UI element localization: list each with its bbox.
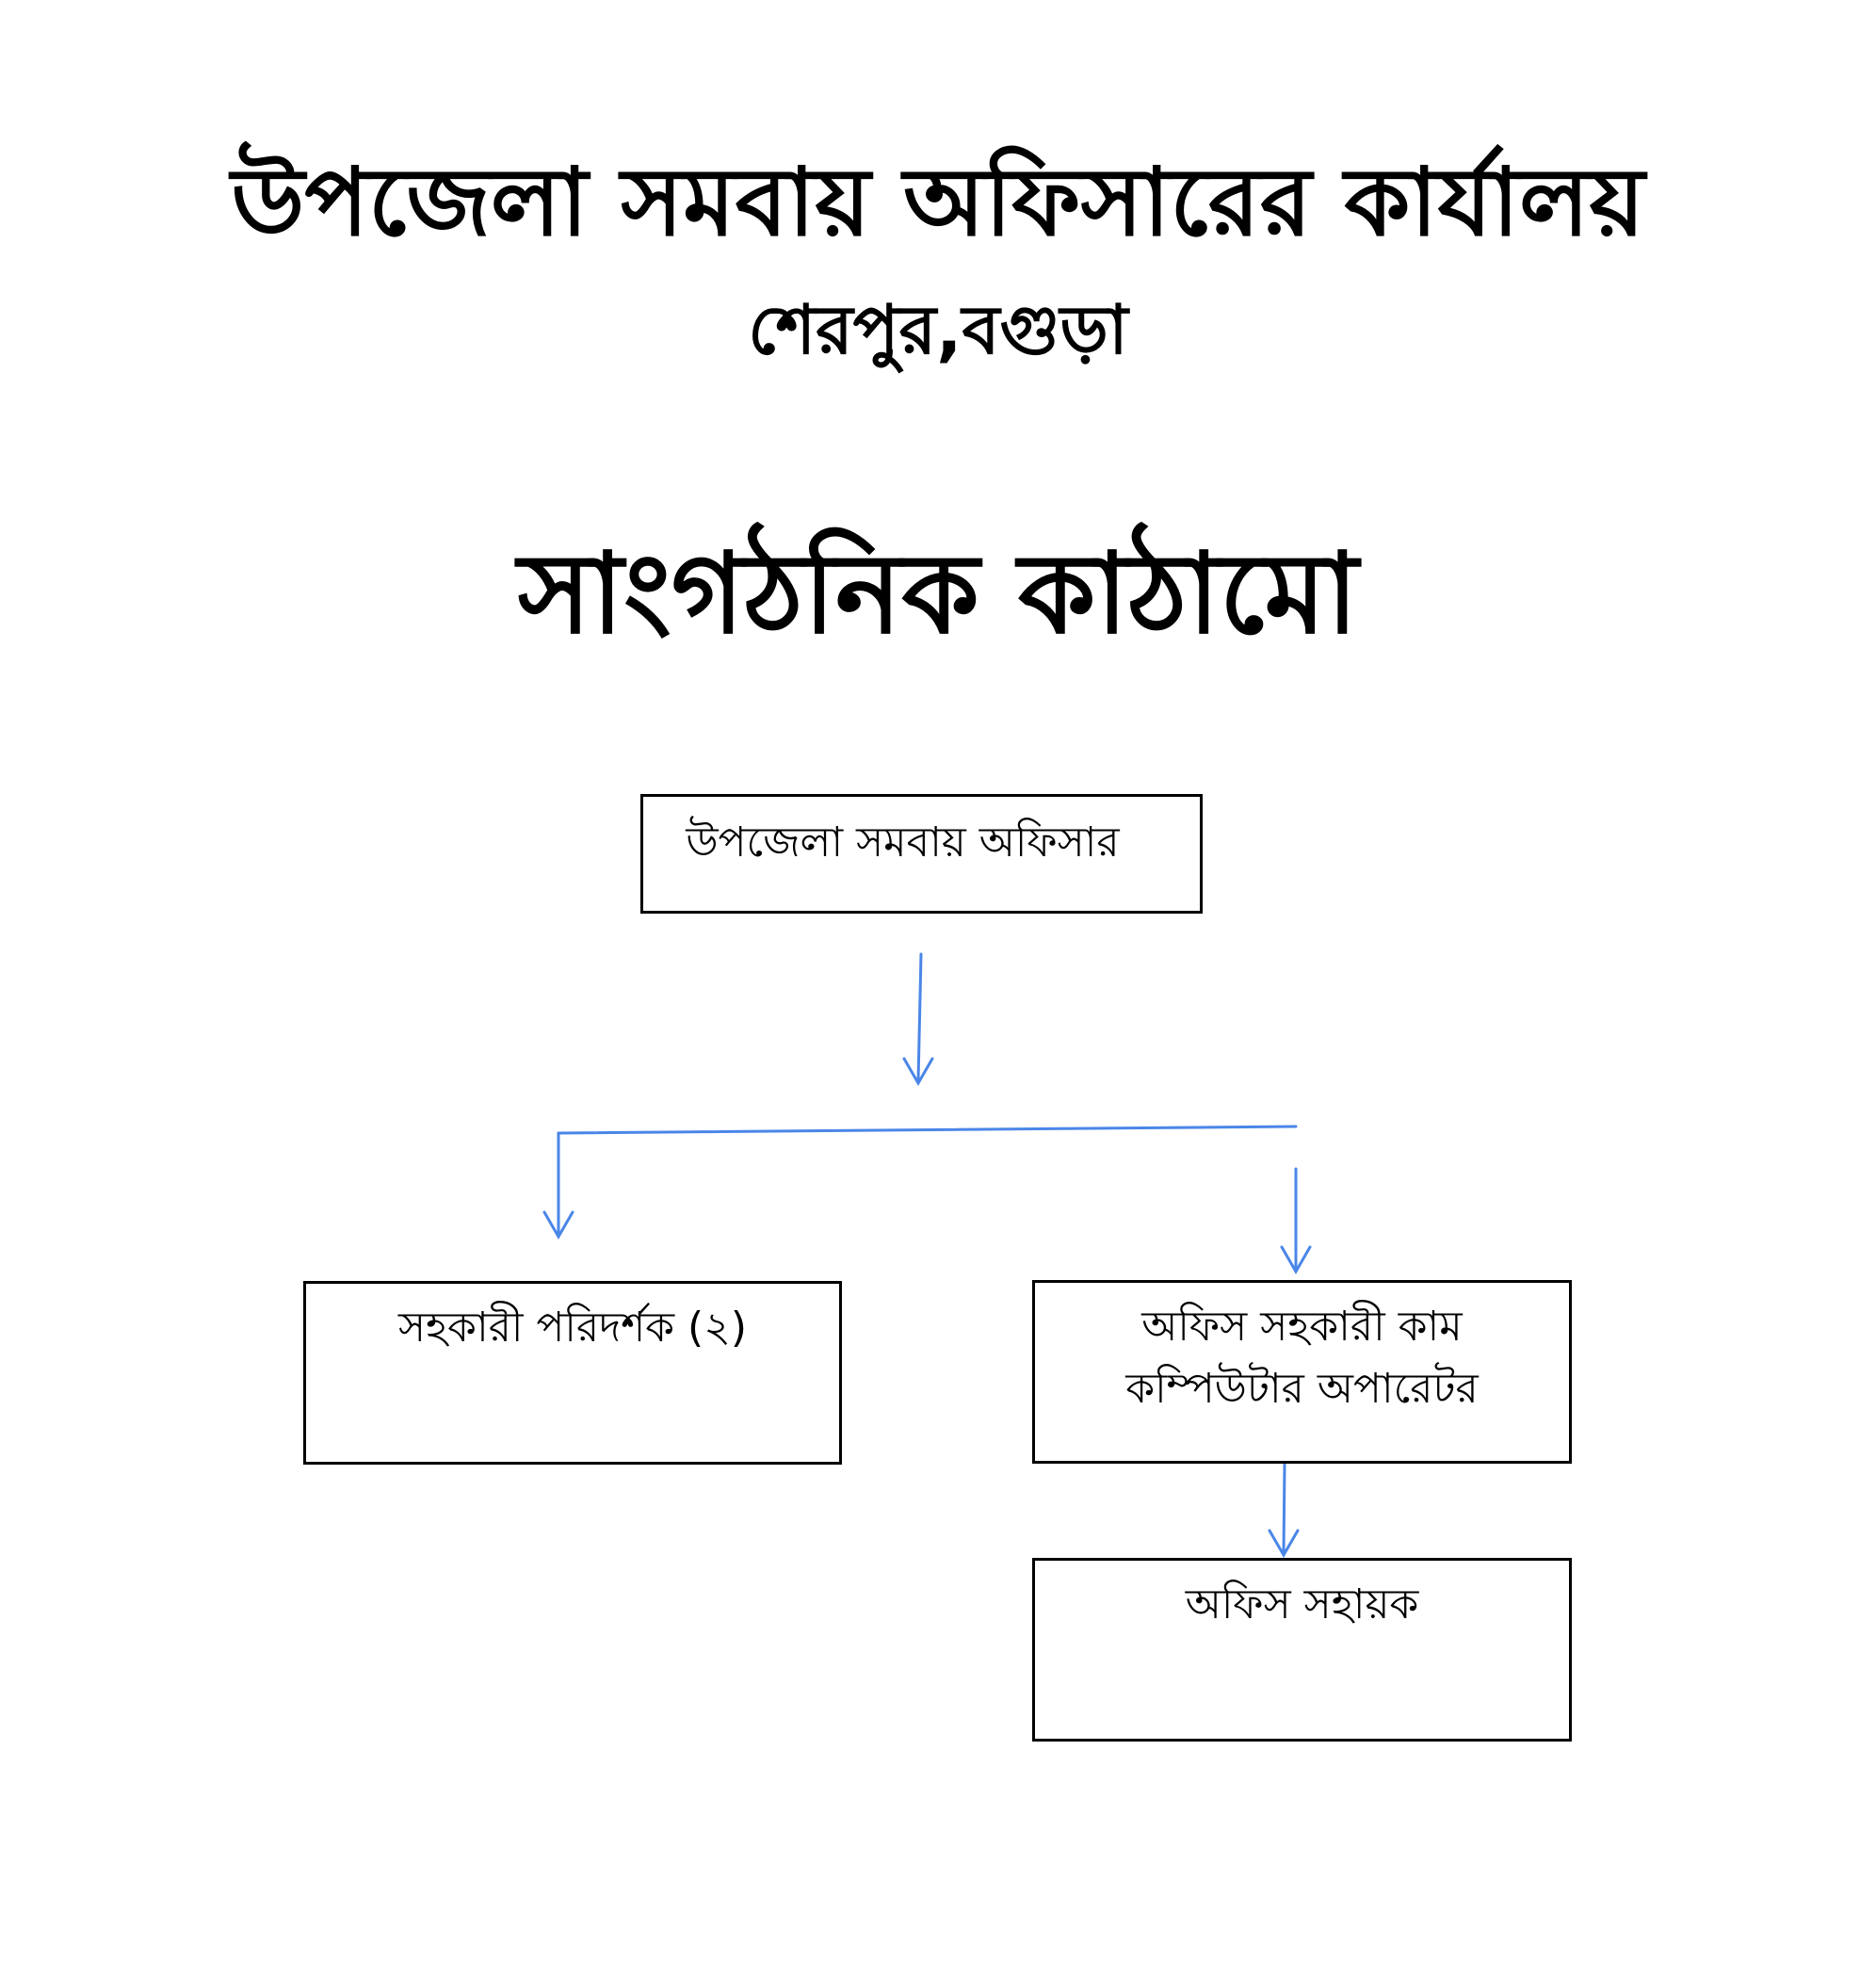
office-helper-box: [1032, 1558, 1572, 1742]
assistant-inspector-label: সহকারী পরিদর্শক (২): [397, 1304, 748, 1352]
connector-operator-down: [1284, 1465, 1285, 1553]
assistant-inspector-box: [303, 1281, 842, 1465]
officer-box: [640, 794, 1203, 914]
office-helper-label: অফিস সহায়ক: [1185, 1580, 1419, 1629]
officer-label: উপজেলা সমবায় অফিসার: [686, 818, 1120, 867]
chart-title: সাংগঠনিক কাঠামো: [517, 528, 1359, 658]
office-assistant-operator-box: [1032, 1280, 1572, 1464]
connector-officer-down: [918, 954, 921, 1081]
connector-branch-horizontal: [558, 1126, 1296, 1133]
office-location: শেরপুর,বগুড়া: [748, 290, 1128, 369]
operator-label-line1: অফিস সহকারী কাম: [1141, 1303, 1463, 1351]
office-title: উপজেলা সমবায় অফিসারের কার্যালয়: [231, 147, 1645, 257]
operator-label-line2: কম্পিউটার অপারেটর: [1125, 1365, 1479, 1413]
